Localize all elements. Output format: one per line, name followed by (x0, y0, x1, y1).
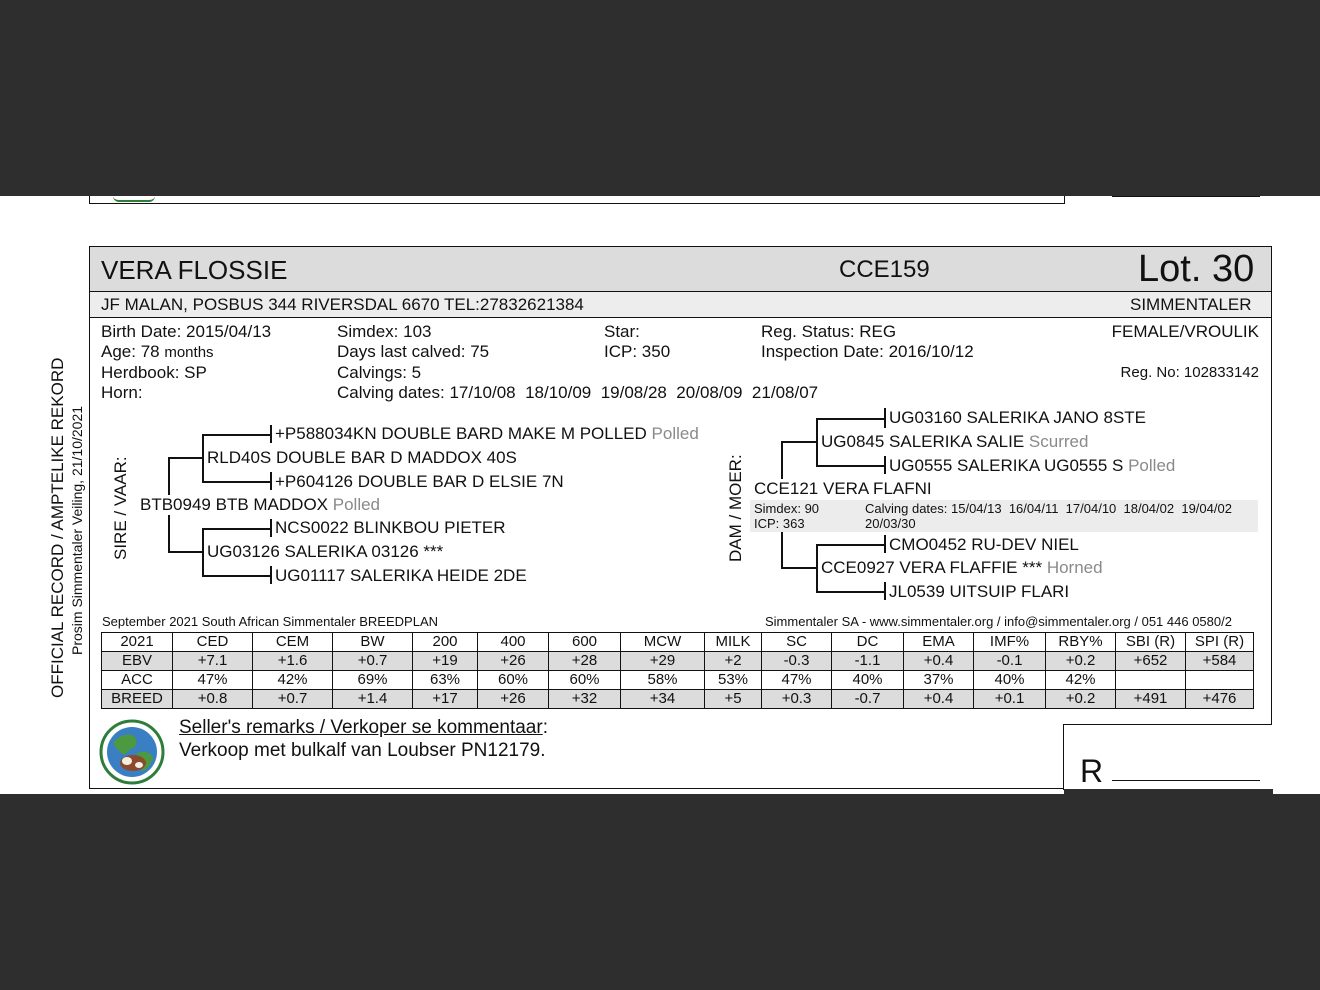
table-cell: 42% (1046, 671, 1116, 690)
dam-dam-text: CCE0927 VERA FLAFFIE *** (821, 558, 1043, 577)
table-header-cell: CEM (253, 633, 333, 652)
dam-sire-dam-text: UG0555 SALERIKA UG0555 S (889, 456, 1124, 475)
calvings: Calvings: 5 (337, 363, 422, 382)
dam-sire-sire-name: UG03160 SALERIKA JANO 8STE (889, 408, 1147, 427)
horn: Horn: (101, 383, 143, 402)
inspection-date: Inspection Date: 2016/10/12 (761, 342, 974, 361)
table-cell: 47% (173, 671, 253, 690)
table-header-cell: SPI (R) (1186, 633, 1254, 652)
calving-dates: Calving dates: 17/10/08 18/10/09 19/08/28 20/08/09 21/08/07 (337, 383, 819, 402)
table-cell: +0.7 (253, 690, 333, 709)
age-value: Age: 78 (101, 342, 160, 361)
sire-sire-text: +P588034KN DOUBLE BARD MAKE M POLLED (275, 424, 647, 443)
table-cell: -0.1 (974, 652, 1046, 671)
table-cell: +7.1 (173, 652, 253, 671)
dam-sire-note: Scurred (1028, 432, 1089, 451)
table-cell (1116, 671, 1186, 690)
table-cell: 58% (621, 671, 705, 690)
table-cell: -1.1 (832, 652, 904, 671)
auction-source-label: Prosim Simmentaler Veiling, 21/10/2021 (69, 405, 85, 655)
simdex: Simdex: 103 (337, 322, 432, 341)
table-cell: +26 (478, 652, 549, 671)
dam-tree-ds-line (816, 544, 884, 546)
sire-name: RLD40S DOUBLE BAR D MADDOX 40S (207, 448, 517, 467)
sire-dam-main-name: UG03126 SALERIKA 03126 *** (207, 542, 444, 561)
dam-sire-name (821, 432, 1090, 452)
table-cell: +1.6 (253, 652, 333, 671)
table-header-cell: 400 (478, 633, 549, 652)
table-cell: 69% (333, 671, 413, 690)
table-header-cell: 600 (549, 633, 621, 652)
table-cell: +19 (413, 652, 478, 671)
days-last-calved: Days last calved: 75 (337, 342, 490, 361)
table-cell: +476 (1186, 690, 1254, 709)
age (101, 342, 214, 362)
dam-sire-dam-name (889, 456, 1175, 476)
remarks-title-colon: : (542, 717, 548, 738)
dam-dam-tick (270, 566, 272, 584)
table-header-cell: DC (832, 633, 904, 652)
previous-card-logo-edge (113, 196, 155, 202)
dam-calving-dates-2: 20/03/30 (865, 516, 916, 531)
dam-tree-ds-tick (884, 535, 886, 553)
sire-sire-name (275, 424, 699, 444)
table-cell: +0.2 (1046, 690, 1116, 709)
top-backdrop (0, 0, 1320, 196)
table-cell: +491 (1116, 690, 1186, 709)
table-cell: ACC (102, 671, 173, 690)
table-cell: BREED (102, 690, 173, 709)
dam-tree-ss-tick (884, 408, 886, 428)
previous-price-line (1112, 196, 1260, 197)
table-cell: 40% (832, 671, 904, 690)
remarks-text: Verkoop met bulkalf van Loubser PN12179. (179, 740, 546, 761)
sex: FEMALE/VROULIK (1111, 322, 1259, 341)
table-header-cell: SBI (R) (1116, 633, 1186, 652)
dam-dam-line (202, 575, 270, 577)
previous-card-edge (89, 196, 1065, 204)
table-cell: +0.7 (333, 652, 413, 671)
breedplan-acc-row (102, 671, 1254, 690)
table-cell: 37% (904, 671, 974, 690)
table-cell (1186, 671, 1254, 690)
breedplan-header-row (102, 633, 1254, 652)
table-cell: +0.3 (762, 690, 832, 709)
table-cell: +34 (621, 690, 705, 709)
table-header-cell: RBY% (1046, 633, 1116, 652)
table-cell: 53% (705, 671, 762, 690)
table-cell: 42% (253, 671, 333, 690)
owner-address: JF MALAN, POSBUS 344 RIVERSDAL 6670 TEL:27832621384 (101, 295, 584, 314)
breedplan-contact: Simmentaler SA - www.simmentaler.org / info@simmentaler.org / 051 446 0580/2 (765, 614, 1232, 629)
table-cell: +0.4 (904, 690, 974, 709)
remarks-title-text: Seller's remarks / Verkoper se kommentaar (179, 717, 543, 738)
dam-main-name: CCE121 VERA FLAFNI (754, 479, 932, 498)
table-cell: +28 (549, 652, 621, 671)
table-cell: +5 (705, 690, 762, 709)
dam-tree-ss-line (816, 418, 884, 420)
table-header-cell: EMA (904, 633, 974, 652)
table-cell: 60% (549, 671, 621, 690)
sire-sub-bracket (202, 434, 204, 482)
table-header-cell: IMF% (974, 633, 1046, 652)
dam-tree-dam-sub (816, 544, 818, 592)
age-unit: months (164, 344, 214, 361)
table-cell: 63% (413, 671, 478, 690)
breedplan-table (101, 632, 1254, 709)
remarks-title (179, 717, 548, 739)
dam-sire-tick (270, 519, 272, 537)
dam-tree-dd-tick (884, 582, 886, 600)
breedplan-breed-row (102, 690, 1254, 709)
table-cell: 40% (974, 671, 1046, 690)
table-cell: EBV (102, 652, 173, 671)
dam-dam-name (821, 558, 1105, 578)
dam-tree-sd-tick (884, 456, 886, 474)
sire-sire-note: Polled (651, 424, 699, 443)
dam-icp: ICP: 363 (754, 516, 805, 531)
table-header-cell: BW (333, 633, 413, 652)
dam-sire-text: UG0845 SALERIKA SALIE (821, 432, 1025, 451)
icp: ICP: 350 (604, 342, 671, 361)
dam-sire-name: NCS0022 BLINKBOU PIETER (275, 518, 506, 537)
table-cell: -0.7 (832, 690, 904, 709)
lot-number: Lot. 30 (1138, 248, 1255, 290)
table-header-cell: 2021 (102, 633, 173, 652)
dam-tree-dd-line (816, 591, 884, 593)
dam-sire-dam-note: Polled (1128, 456, 1176, 475)
dam-tree-sire-sub (816, 418, 818, 466)
table-cell: +584 (1186, 652, 1254, 671)
price-label: R (1080, 753, 1104, 789)
herdbook: Herdbook: SP (101, 363, 207, 382)
official-record-label: OFFICIAL RECORD / AMPTELIKE REKORD (48, 357, 67, 698)
breedplan-title: September 2021 South African Simmentaler BREEDPLAN (102, 614, 439, 629)
table-cell: 47% (762, 671, 832, 690)
table-cell: 60% (478, 671, 549, 690)
table-cell: +26 (478, 690, 549, 709)
birth-date: Birth Date: 2015/04/13 (101, 322, 272, 341)
dam-of-sire-line (168, 551, 202, 553)
table-header-cell: MILK (705, 633, 762, 652)
dam-dam-dam-name: JL0539 UITSUIP FLARI (889, 582, 1070, 601)
sire-line (168, 457, 202, 459)
table-cell: +2 (705, 652, 762, 671)
simmentaler-logo (99, 719, 165, 785)
table-cell: +17 (413, 690, 478, 709)
reg-no: Reg. No: 102833142 (1120, 364, 1259, 381)
sire-main-text: BTB0949 BTB MADDOX (140, 495, 329, 514)
table-cell: +1.4 (333, 690, 413, 709)
dam-tree-bracket-bottom (781, 532, 783, 568)
dam-dam-sire-name: CMO0452 RU-DEV NIEL (889, 535, 1079, 554)
dam-label: DAM / MOER: (726, 454, 745, 562)
table-cell: +0.8 (173, 690, 253, 709)
sire-dam-tick (270, 472, 272, 490)
table-cell: +0.4 (904, 652, 974, 671)
animal-name: VERA FLOSSIE (101, 255, 288, 285)
sire-main-name (140, 495, 382, 515)
sire-sire-line (202, 434, 270, 436)
table-header-cell: 200 (413, 633, 478, 652)
dam-tree-sire-line (781, 441, 817, 443)
table-cell: +652 (1116, 652, 1186, 671)
sire-dam-name: +P604126 DOUBLE BAR D ELSIE 7N (275, 472, 564, 491)
reg-status: Reg. Status: REG (761, 322, 897, 341)
dam-calving-dates: Calving dates: 15/04/13 16/04/11 17/04/10 18/04/02 19/04/02 (865, 501, 1232, 516)
breed-name: SIMMENTALER (1130, 295, 1252, 314)
table-header-cell: SC (762, 633, 832, 652)
dam-sire-line (202, 528, 270, 530)
sire-main-note: Polled (332, 495, 381, 514)
table-cell: -0.3 (762, 652, 832, 671)
dam-sub-bracket (202, 528, 204, 576)
sire-sire-tick (270, 425, 272, 443)
logo-globe-icon (99, 719, 165, 785)
dam-simdex: Simdex: 90 (754, 501, 820, 516)
star: Star: (604, 322, 640, 341)
table-header-cell: CED (173, 633, 253, 652)
dam-tree-dam-line (781, 567, 817, 569)
sire-dam-line (202, 481, 270, 483)
dam-tree-bracket-top (781, 441, 783, 479)
price-entry-line[interactable] (1112, 780, 1260, 781)
table-header-cell: MCW (621, 633, 705, 652)
dam-dam-note: Horned (1046, 558, 1103, 577)
animal-code: CCE159 (839, 256, 930, 283)
dam-dam-name: UG01117 SALERIKA HEIDE 2DE (275, 566, 527, 585)
table-cell: +0.2 (1046, 652, 1116, 671)
dam-tree-sd-line (816, 465, 884, 467)
table-cell: +29 (621, 652, 705, 671)
sire-label: SIRE / VAAR: (111, 456, 130, 560)
bottom-backdrop (0, 794, 1320, 990)
table-cell: +32 (549, 690, 621, 709)
table-cell: +0.1 (974, 690, 1046, 709)
breedplan-ebv-row (102, 652, 1254, 671)
